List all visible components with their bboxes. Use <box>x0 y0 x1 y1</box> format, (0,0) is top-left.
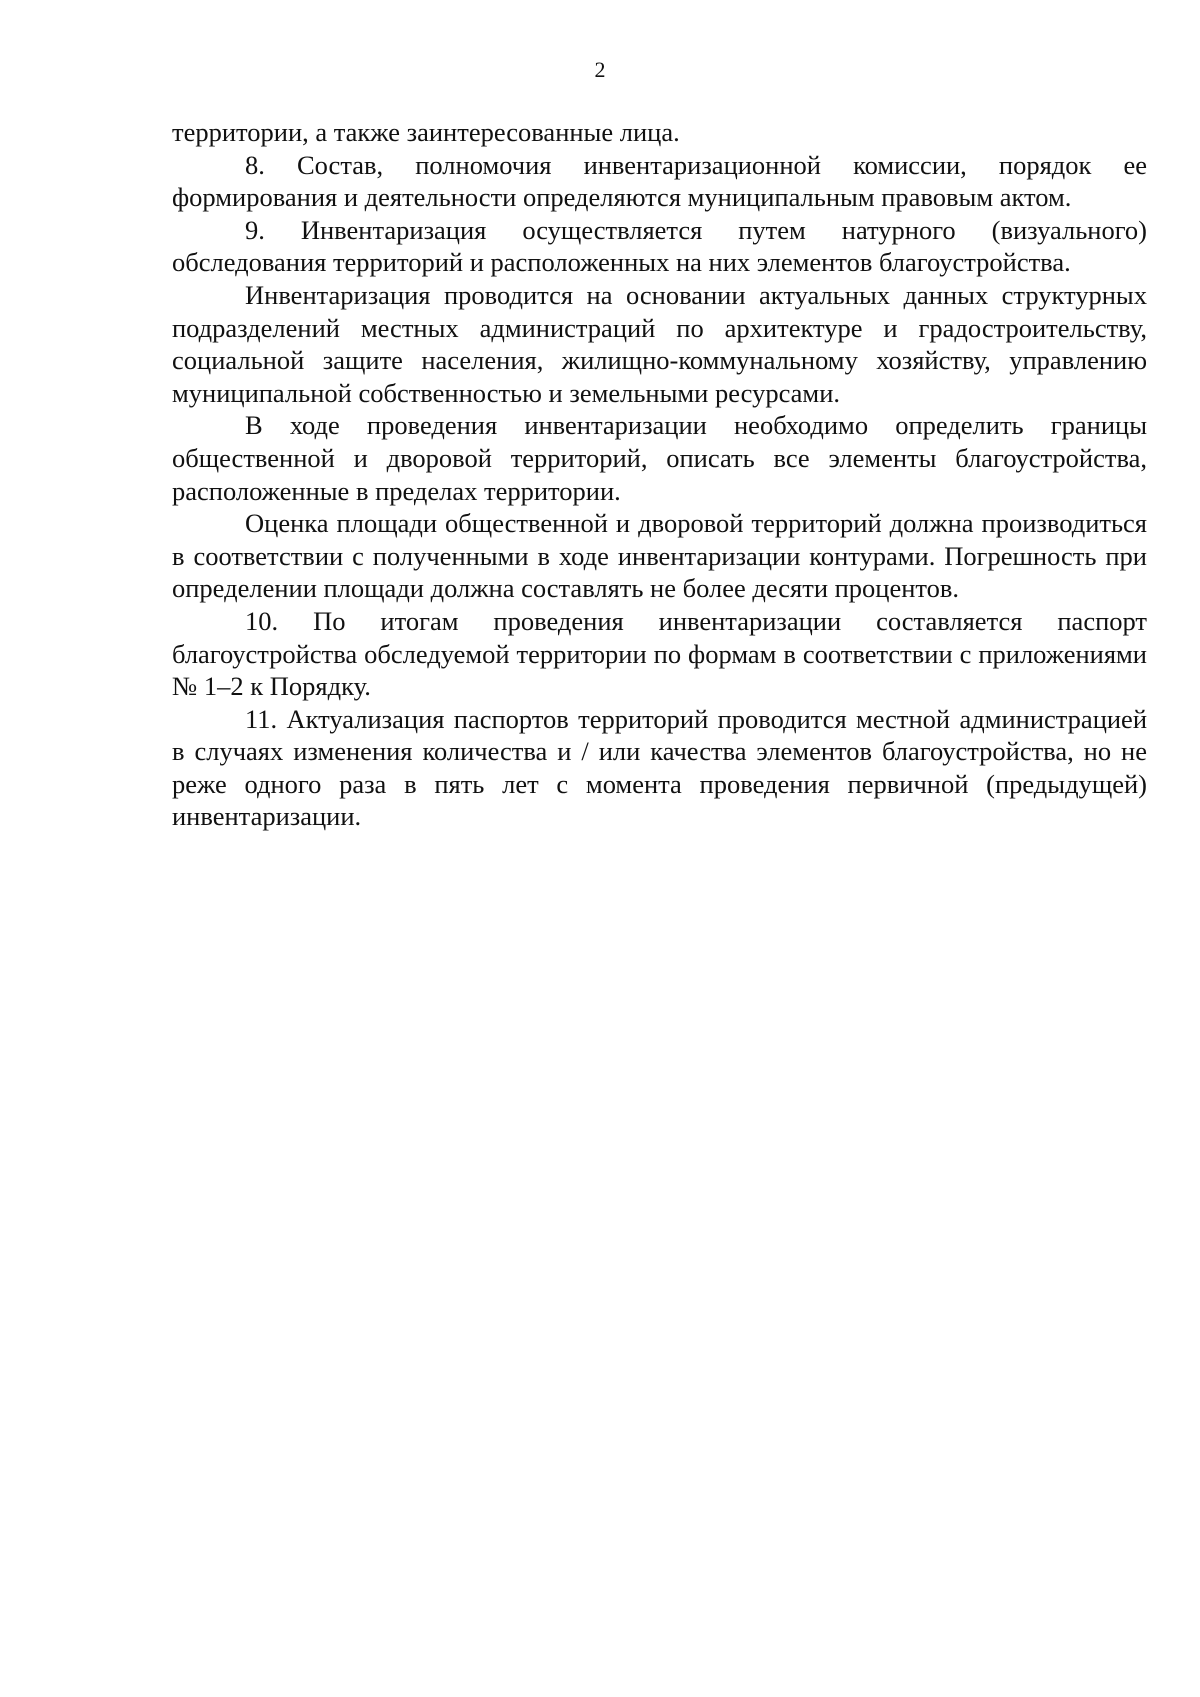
paragraph-area-estimate: Оценка площади общественной и дворовой территорий должна производиться в соответствии с полученными в ходе инвентаризации контурами. Погрешность при определении площади должна составлять не более десяти процентов. <box>172 508 1147 604</box>
paragraph-item-8: 8. Состав, полномочия инвентаризационной комиссии, порядок ее формирования и деятельности определяются муниципальным правовым актом. <box>172 149 1147 213</box>
paragraph-continuation: территории, а также заинтересованные лица. <box>172 117 680 147</box>
document-body <box>172 116 1147 833</box>
page-number: 2 <box>594 57 606 82</box>
paragraph-item-10: 10. По итогам проведения инвентаризации составляется паспорт благоустройства обследуемой территории по формам в соответствии с приложениями № 1–2 к Порядку. <box>172 605 1147 702</box>
paragraph-item-11: 11. Актуализация паспортов территорий проводится местной администрацией в случаях изменения количества и / или качества элементов благоустройства, но не реже одного раза в пять лет с момента проведения первичной (предыдущей) инвентаризации. <box>172 703 1147 832</box>
paragraph-inventory-basis: Инвентаризация проводится на основании актуальных данных структурных подразделений местных администраций по архитектуре и градостроительству, социальной защите населения, жилищно-коммунальному хозяйству, управлению муниципальной собственностью и земельными ресурсами. <box>172 279 1147 408</box>
paragraph-item-9: 9. Инвентаризация осуществляется путем натурного (визуального) обследования территорий и расположенных на них элементов благоустройства. <box>172 214 1147 278</box>
paragraph-inventory-process: В ходе проведения инвентаризации необходимо определить границы общественной и дворовой территорий, описать все элементы благоустройства, расположенные в пределах территории. <box>172 410 1147 506</box>
